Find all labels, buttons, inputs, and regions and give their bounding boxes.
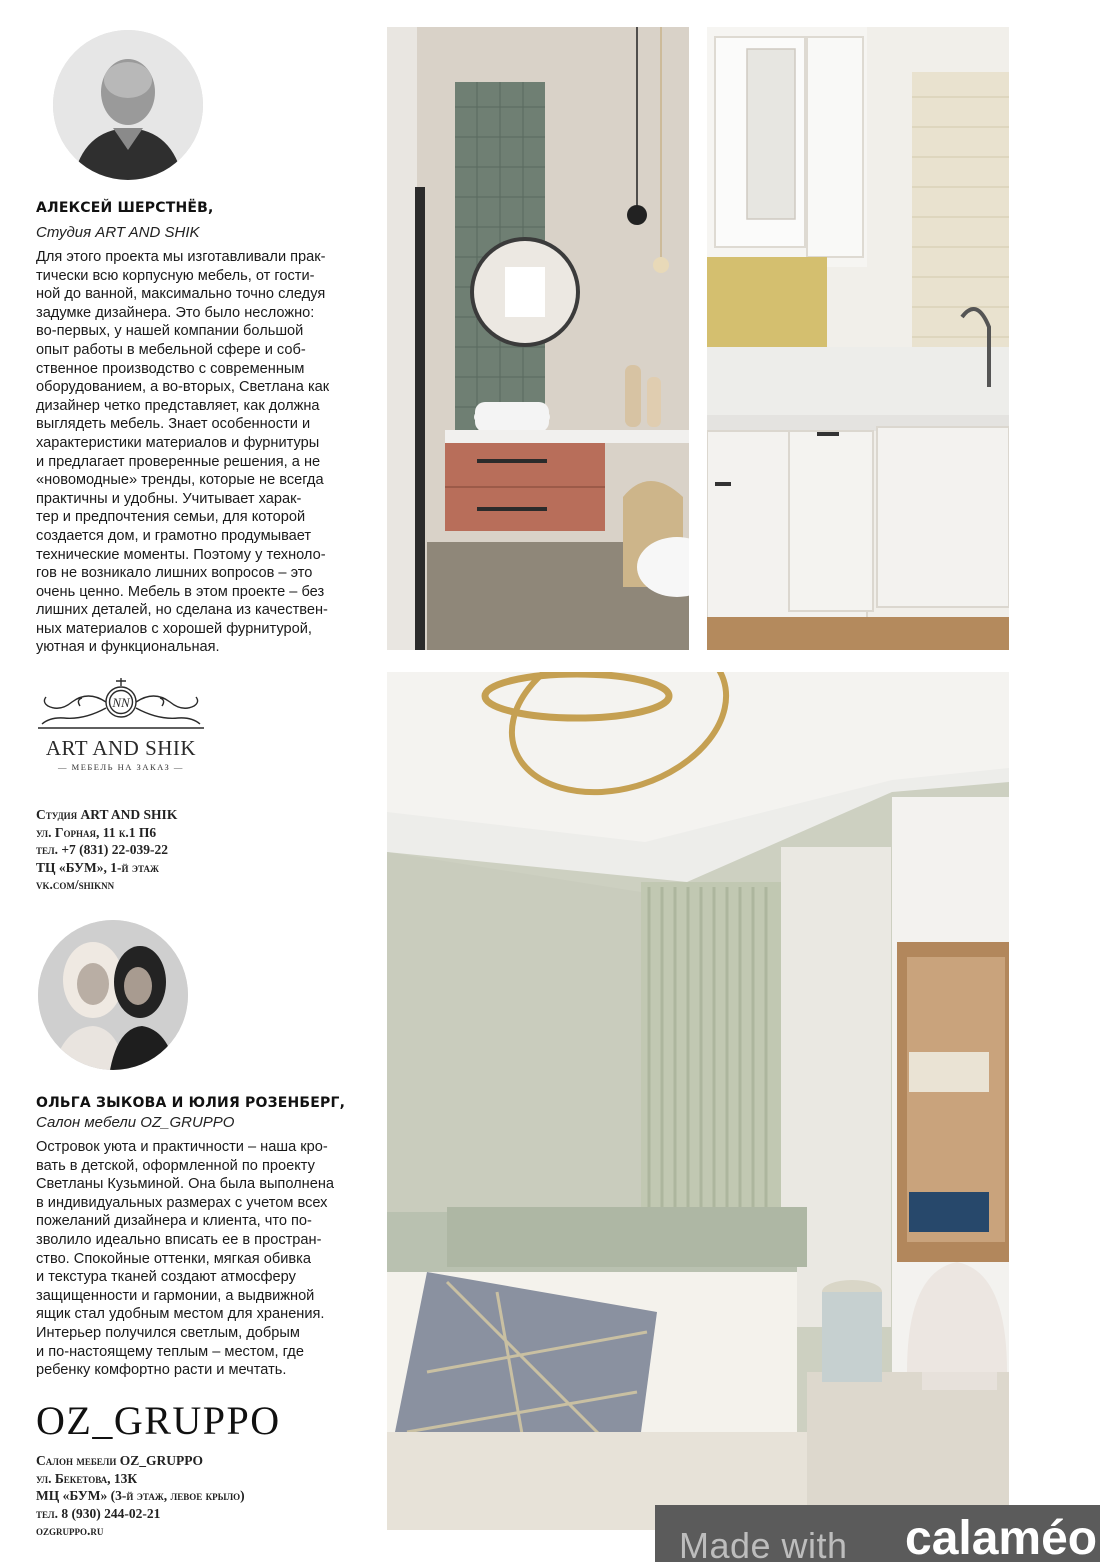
calameo-brand: calaméo (905, 1512, 1098, 1562)
text-line: характеристики материалов и фурнитуры (36, 434, 320, 451)
text-line: пожеланий дизайнера и клиента, что по- (36, 1213, 312, 1230)
oz-gruppo-logo: OZ_GRUPPO (36, 1398, 281, 1443)
portrait-photo-icon (38, 920, 188, 1070)
text-line: лишних деталей, но сделана из качествен- (36, 602, 328, 619)
made-with-calameo-badge[interactable] (655, 1505, 1100, 1562)
contact-line: Салон мебели OZ_GRUPPO (36, 1453, 203, 1468)
contact-line: Студия ART AND SHIK (36, 807, 178, 822)
text-line: Островок уюта и практичности – наша кро- (36, 1139, 328, 1155)
contact-line: МЦ «БУМ» (3-й этаж, левое крыло) (36, 1488, 245, 1503)
text-line: тер и предпочтения семьи, для которой (36, 509, 306, 526)
kids-room-image-icon (387, 672, 1009, 1530)
text-line: ственное производство с современным (36, 360, 305, 377)
text-line: ство. Спокойные оттенки, мягкая обивка (36, 1250, 311, 1267)
text-line: «новомодные» тренды, которые не всегда (36, 472, 324, 489)
quote-text (36, 1138, 354, 1380)
bathroom-image-icon (387, 27, 689, 650)
text-line: вать в детской, оформленной по проекту (36, 1157, 315, 1174)
portrait-photo-icon (53, 30, 203, 180)
portrait-olga-yulia (38, 920, 188, 1070)
contributor-name: АЛЕКСЕЙ ШЕРСТНЁВ, (36, 200, 214, 216)
logo-monogram: NN (112, 695, 130, 710)
text-line: создается дом, и грамотно продумывает (36, 527, 312, 544)
text-line: и предлагает проверенные решения, а не (36, 453, 321, 470)
text-line: и текстура тканей создают атмосферу (36, 1269, 296, 1286)
text-line: в индивидуальных размерах с учетом всех (36, 1194, 328, 1211)
bathroom-photo (387, 27, 689, 650)
text-line: зволило идеально вписать ее в простран- (36, 1231, 322, 1248)
text-line: выглядеть мебель. Знает особенности и (36, 416, 311, 433)
contributor-studio: Салон мебели OZ_GRUPPO (36, 1114, 235, 1131)
contact-line: ТЦ «БУМ», 1-й этаж (36, 859, 159, 875)
contributor-name: ОЛЬГА ЗЫКОВА И ЮЛИЯ РОЗЕНБЕРГ, (36, 1095, 346, 1111)
kitchen-image-icon (707, 27, 1009, 650)
text-line: защищенности и гармонии, а выдвижной (36, 1287, 315, 1304)
text-line: и по-настоящему теплым – местом, где (36, 1343, 304, 1360)
text-line: ящик стал удобным местом для хранения. (36, 1306, 325, 1323)
text-line: ребенку комфортно расти и мечтать. (36, 1362, 287, 1379)
text-line: Для этого проекта мы изготавливали прак- (36, 249, 326, 265)
contact-line: ozgruppo.ru (36, 1523, 104, 1538)
art-and-shik-logo (36, 672, 206, 788)
contributor-studio: Студия ART AND SHIK (36, 224, 200, 241)
kids-room-photo (387, 672, 1009, 1530)
text-line: Интерьер получился светлым, добрым (36, 1324, 300, 1341)
contact-line: тел. +7 (831) 22-039-22 (36, 842, 169, 857)
contact-line: тел. 8 (930) 244-02-21 (36, 1505, 161, 1521)
contact-block (36, 806, 336, 894)
portrait-aleksey (53, 30, 203, 180)
text-line: Светланы Кузьминой. Она была выполнена (36, 1176, 334, 1193)
text-line: практичны и удобны. Учитывает харак- (36, 490, 302, 507)
kitchen-photo (707, 27, 1009, 650)
contact-line: ул. Горная, 11 к.1 П6 (36, 824, 157, 840)
text-line: ной до ванной, максимально точно следуя (36, 286, 326, 303)
text-line: оборудованием, а во-вторых, Светлана как (36, 379, 330, 396)
text-line: гов не возникало лишних вопросов – это (36, 565, 313, 582)
quote-text (36, 248, 354, 657)
contact-block (36, 1452, 336, 1540)
made-with-label: Made with (679, 1525, 848, 1562)
logo-tagline: — МЕБЕЛЬ НА ЗАКАЗ — (58, 762, 184, 772)
contact-line: vk.com/shiknn (36, 877, 115, 892)
text-line: уютная и функциональная. (36, 639, 220, 656)
text-line: во-первых, у нашей компании большой (36, 323, 304, 340)
logo-wordmark: ART AND SHIK (45, 736, 197, 760)
text-line: ных материалов с хорошей фурнитурой, (36, 620, 312, 637)
text-line: опыт работы в мебельной сфере и соб- (36, 341, 306, 358)
text-line: тически всю корпусную мебель, от гости- (36, 267, 315, 284)
text-line: технические моменты. Поэтому у техноло- (36, 546, 326, 563)
ornament-icon (36, 672, 206, 738)
text-line: задумке дизайнера. Это было несложно: (36, 304, 315, 321)
text-line: очень ценно. Мебель в этом проекте – без (36, 583, 325, 600)
contact-line: ул. Бекетова, 13К (36, 1470, 138, 1486)
text-line: дизайнер четко представляет, как должна (36, 397, 320, 414)
